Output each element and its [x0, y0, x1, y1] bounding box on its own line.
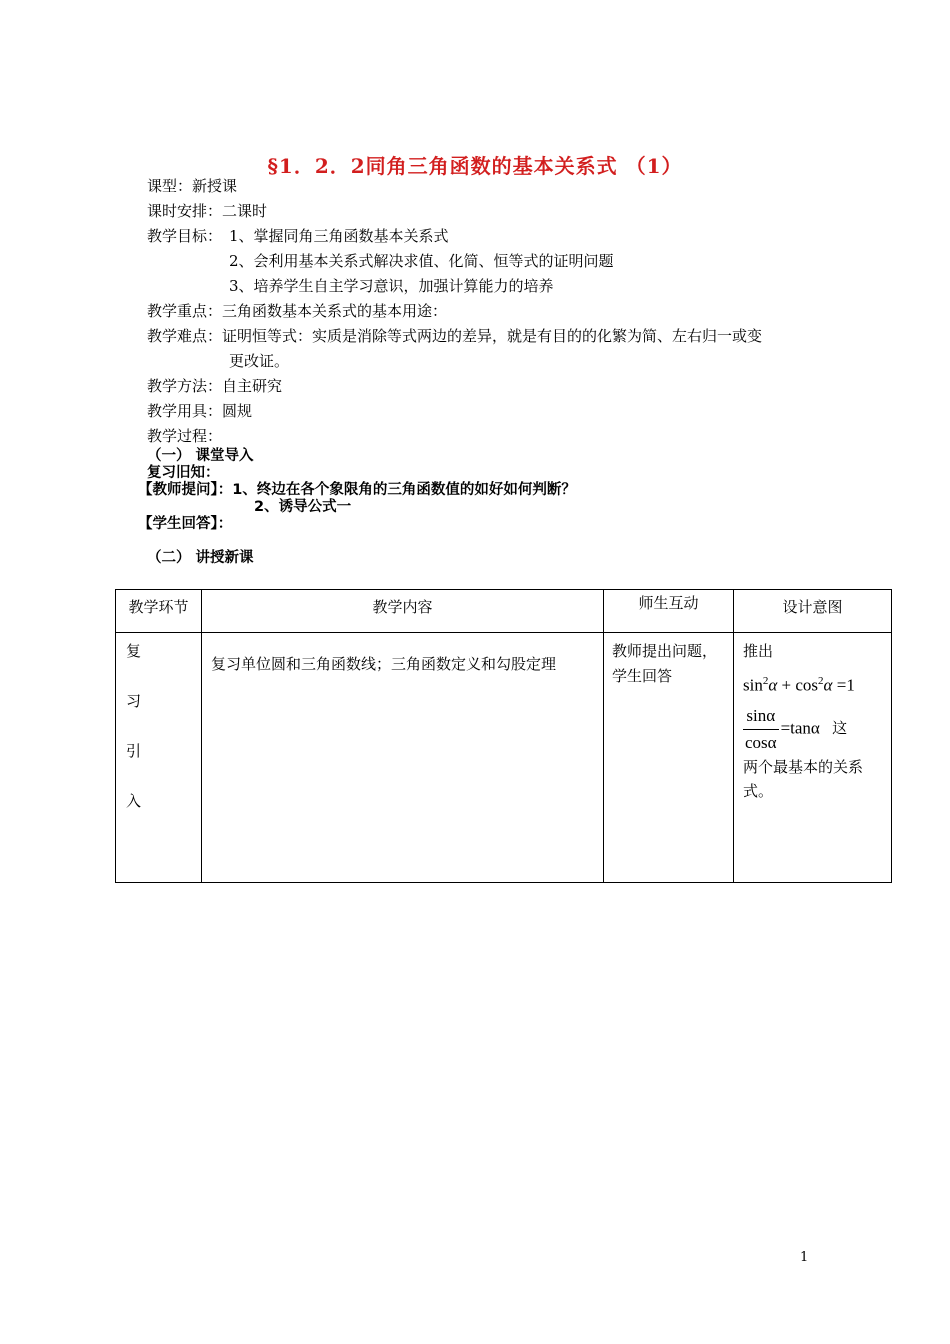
interaction-cell: 教师提出问题， 学生回答 [604, 633, 734, 883]
design-intro: 推出 [743, 642, 774, 660]
goal-3: 3、培养学生自主学习意识，加强计算能力的培养 [229, 277, 554, 295]
content-cell: 复习单位圆和三角函数线；三角函数定义和勾股定理 [202, 633, 604, 883]
pythagorean-identity: $\sin^2\alpha + \cos^2\alpha =1$ [743, 675, 855, 695]
section-2-heading: （二） 讲授新课 [147, 550, 254, 566]
page-number: 1 [800, 1250, 809, 1265]
goal-2: 2、会利用基本关系式解决求值、化简、恒等式的证明问题 [229, 252, 614, 270]
design-cell: 推出 $\sin^2\alpha + \cos^2\alpha =1$ $\frac{\sin\alpha}{\cos\alpha}$ =tanα 这 两个最基本的关系 式。 [734, 633, 892, 883]
header-content: 教学内容 [202, 590, 604, 633]
review-label: 复习旧知： [147, 465, 220, 481]
difficulty-line-2: 更改证。 [229, 352, 290, 370]
teacher-question-2: 2、诱导公式一 [254, 499, 352, 515]
header-stage: 教学环节 [116, 590, 202, 633]
key-point: 教学重点：三角函数基本关系式的基本用途： [147, 302, 448, 320]
student-answer: 【学生回答】： [138, 516, 233, 532]
stage-cell: 复 习 引 入 [116, 633, 202, 883]
difficulty-line-1: 教学难点：证明恒等式：实质是消除等式两边的差异，就是有目的的化繁为简、左右归一或变 [147, 327, 763, 345]
header-interaction: 师生互动 [604, 590, 734, 633]
lesson-schedule: 课时安排：二课时 [147, 202, 268, 220]
lesson-type: 课型：新授课 [147, 177, 238, 195]
lesson-table [115, 589, 892, 883]
teacher-question-1: 【教师提问】：1、终边在各个象限角的三角函数值的如好如何判断？ [138, 482, 576, 498]
teaching-tools: 教学用具：圆规 [147, 402, 253, 420]
quotient-identity: $\frac{\sin\alpha}{\cos\alpha}$ =tanα 这 [745, 705, 848, 752]
teaching-process: 教学过程： [147, 427, 223, 445]
header-design: 设计意图 [734, 590, 892, 633]
section-1-heading: （一） 课堂导入 [147, 448, 254, 464]
goals-label: 教学目标： [147, 227, 223, 245]
goal-1: 1、掌握同角三角函数基本关系式 [229, 227, 449, 245]
page-title: §1．2．2同角三角函数的基本关系式 （1） [267, 154, 683, 178]
teaching-method: 教学方法：自主研究 [147, 377, 283, 395]
